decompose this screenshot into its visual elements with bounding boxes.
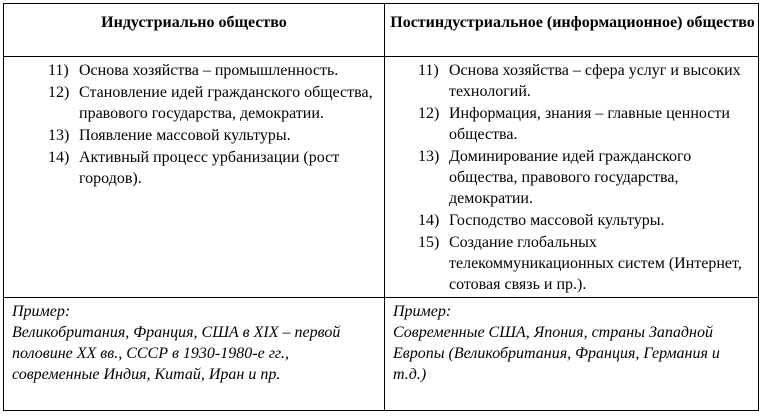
industrial-list [48,60,378,190]
list-text: Основа хозяйства – промышленность. [79,62,339,79]
header-industrial: Индустриально общество [101,14,287,31]
list-text: Появление массовой культуры. [79,127,291,144]
list-text: Создание глобальных телекоммуникационных систем (Интернет, сотовая связь и пр.). [449,234,742,293]
example-label: Пример: [393,303,452,320]
list-item [48,82,378,124]
list-number: 11) [418,62,439,79]
list-number: 12) [418,105,440,122]
list-item [418,210,754,231]
list-text: Становление идей гражданского общества, правового государства, демократии. [79,84,373,122]
example-text: Великобритания, Франция, США в XIX – первой половине XX вв., СССР в 1930-1980-е гг., современные Индия, Китай, Иран и пр. [12,324,341,383]
list-item [48,60,378,81]
example-divider [4,297,758,298]
header-divider [4,56,758,57]
list-number: 14) [418,212,440,229]
list-item [418,232,754,295]
list-item [48,125,378,146]
list-text: Информация, знания – главные ценности общества. [449,105,730,143]
list-text: Активный процесс урбанизации (рост городов). [79,149,340,187]
list-text: Доминирование идей гражданского общества, правового государства, демократии. [449,148,692,207]
list-item [418,146,754,209]
comparison-table [3,3,759,411]
list-number: 13) [418,148,440,165]
example-postindustrial [385,301,760,385]
example-industrial [4,301,384,385]
list-item [418,60,754,102]
postindustrial-list [418,60,754,296]
list-item [418,103,754,145]
list-text: Господство массовой культуры. [449,212,665,229]
list-number: 13) [48,127,70,144]
list-item [48,147,378,189]
example-text: Современные США, Япония, страны Западной Европы (Великобритания, Франция, Германия и т.д.) [393,324,720,383]
list-number: 15) [418,234,440,251]
list-number: 14) [48,149,70,166]
list-text: Основа хозяйства – сфера услуг и высоких технологий. [449,62,741,100]
example-label: Пример: [12,303,71,320]
header-postindustrial: Постиндустриальное (информационное) общество [390,14,755,31]
list-number: 11) [48,62,69,79]
list-number: 12) [48,84,70,101]
